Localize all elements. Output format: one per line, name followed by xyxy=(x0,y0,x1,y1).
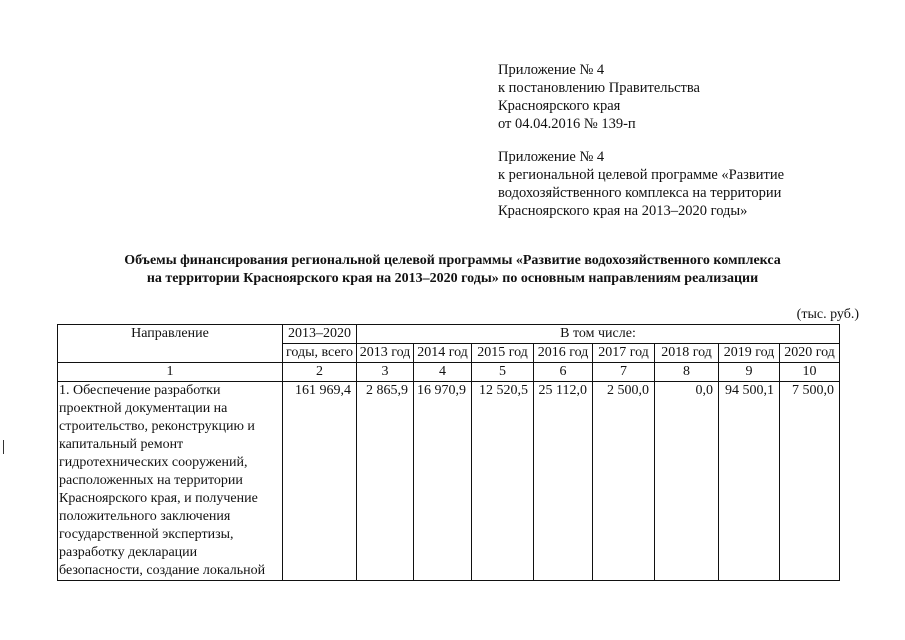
funding-table xyxy=(57,324,840,581)
header-direction: Направление xyxy=(58,325,283,363)
appendix-line: к региональной целевой программе «Развитие xyxy=(498,167,785,183)
column-number: 8 xyxy=(655,363,719,382)
year-value: 2 500,0 xyxy=(593,382,655,581)
description-line: Красноярского края, и получение xyxy=(59,491,258,506)
appendix-line: Красноярского края xyxy=(498,98,621,114)
row-total-value: 161 969,4 xyxy=(283,382,357,581)
header-total-line2: годы, всего xyxy=(283,344,357,363)
appendix-line: Красноярского края на 2013–2020 годы» xyxy=(498,203,748,219)
year-value: 2 865,9 xyxy=(357,382,414,581)
description-line: государственной экспертизы, xyxy=(59,527,234,542)
description-line: безопасности, создание локальной xyxy=(59,563,266,578)
appendix-to-resolution xyxy=(498,61,700,133)
appendix-line: от 04.04.2016 № 139-п xyxy=(498,116,636,132)
year-value: 94 500,1 xyxy=(719,382,780,581)
appendix-line: Приложение № 4 xyxy=(498,149,605,165)
column-number: 5 xyxy=(472,363,534,382)
header-year: 2018 год xyxy=(655,344,719,363)
header-year: 2019 год xyxy=(719,344,780,363)
header-year: 2013 год xyxy=(357,344,414,363)
appendix-line: Приложение № 4 xyxy=(498,62,605,78)
row-description xyxy=(58,382,283,581)
header-year: 2014 год xyxy=(414,344,472,363)
column-number: 4 xyxy=(414,363,472,382)
description-line: гидротехнических сооружений, xyxy=(59,455,248,470)
description-line: разработку декларации xyxy=(59,545,198,560)
year-value: 25 112,0 xyxy=(534,382,593,581)
column-number: 6 xyxy=(534,363,593,382)
header-including: В том числе: xyxy=(357,325,840,344)
scan-edge-mark xyxy=(3,440,4,454)
description-line: расположенных на территории xyxy=(59,473,243,488)
header-year: 2020 год xyxy=(780,344,840,363)
description-line: капитальный ремонт xyxy=(59,437,184,452)
column-number: 9 xyxy=(719,363,780,382)
document-title xyxy=(0,252,905,288)
header-year: 2015 год xyxy=(472,344,534,363)
description-line: строительство, реконструкцию и xyxy=(59,419,255,434)
year-value: 7 500,0 xyxy=(780,382,840,581)
description-line: проектной документации на xyxy=(59,401,228,416)
column-number: 10 xyxy=(780,363,840,382)
title-line: на территории Красноярского края на 2013–2020 годы» по основным направлениям реализации xyxy=(146,271,759,286)
appendix-line: к постановлению Правительства xyxy=(498,80,700,96)
table-row xyxy=(58,382,840,581)
header-year: 2017 год xyxy=(593,344,655,363)
title-line: Объемы финансирования региональной целевой программы «Развитие водохозяйственного комплекса xyxy=(124,253,781,268)
column-number-row xyxy=(58,363,840,382)
appendix-line: водохозяйственного комплекса на территории xyxy=(498,185,782,201)
column-number: 1 xyxy=(58,363,283,382)
appendix-to-program xyxy=(498,148,784,220)
column-number: 3 xyxy=(357,363,414,382)
column-number: 7 xyxy=(593,363,655,382)
year-value: 0,0 xyxy=(655,382,719,581)
year-value: 16 970,9 xyxy=(414,382,472,581)
description-line: положительного заключения xyxy=(59,509,231,524)
description-line: 1. Обеспечение разработки xyxy=(59,383,221,398)
header-row xyxy=(58,325,840,344)
column-number: 2 xyxy=(283,363,357,382)
header-year: 2016 год xyxy=(534,344,593,363)
units-label: (тыс. руб.) xyxy=(796,307,859,322)
header-total-line1: 2013–2020 xyxy=(283,325,357,344)
year-value: 12 520,5 xyxy=(472,382,534,581)
